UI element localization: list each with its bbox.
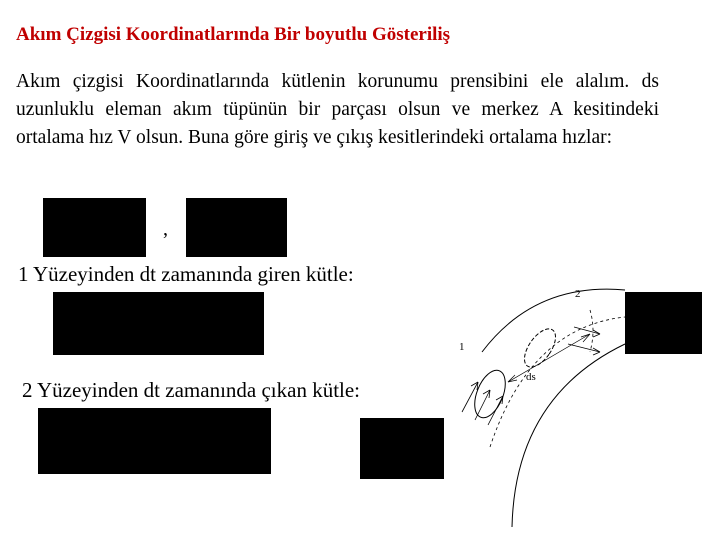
section-2-ellipse (518, 324, 561, 373)
section-1-label: 1 (459, 341, 465, 353)
inlet-mass-label: 1 Yüzeyinden dt zamanında giren kütle: (18, 262, 354, 286)
center-streamline (490, 317, 625, 447)
formula-separator: , (163, 218, 168, 240)
intro-paragraph: Akım çizgisi Koordinatlarında kütlenin korunumu prensibini ele alalım. ds uzunluklu eleman akım tüpünün bir parçası olsun ve merkez A kesitindeki ortalama hız V olsun. Buna göre giriş ve çıkış kesitlerindeki ortalama hızlar: (16, 71, 659, 148)
mass-change-formula (360, 418, 444, 479)
section-1-ellipse (469, 366, 512, 422)
inlet-velocity-formula (43, 198, 146, 257)
outlet-velocity-formula (186, 198, 287, 257)
outer-streamline (482, 289, 625, 352)
outlet-mass-label: 2 Yüzeyinden dt zamanında çıkan kütle: (22, 378, 361, 402)
slide-title: Akım Çizgisi Koordinatlarında Bir boyutlu Gösteriliş (16, 24, 451, 45)
stream-tube-diagram (440, 262, 630, 527)
section-mark-right (590, 310, 593, 352)
ds-label: ds (526, 371, 536, 383)
outlet-mass-formula (38, 408, 271, 474)
inlet-mass-formula (53, 292, 264, 355)
velocity-side-formula (625, 292, 702, 354)
section-2-label: 2 (575, 288, 581, 300)
